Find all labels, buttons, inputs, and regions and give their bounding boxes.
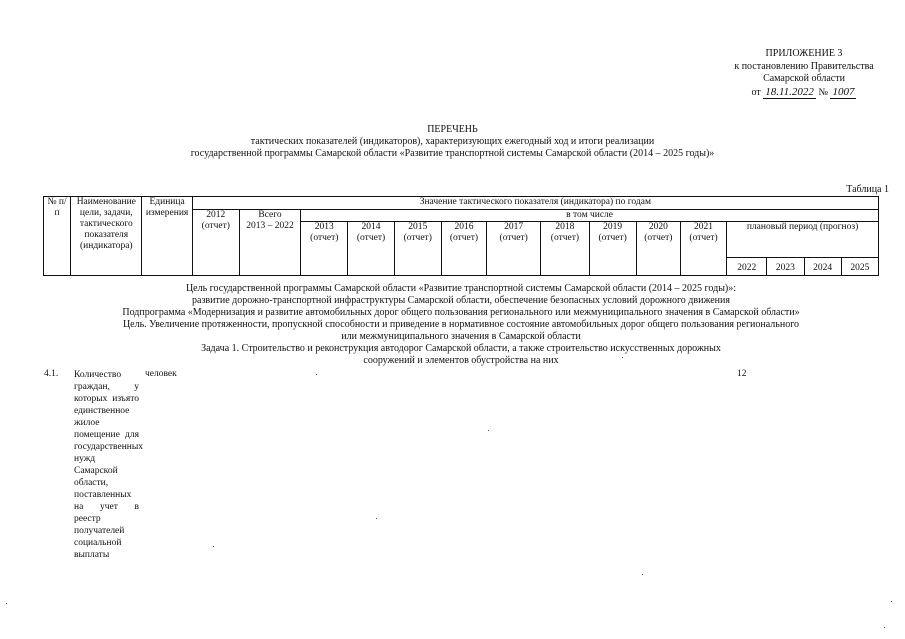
subprogram-title: Подпрограмма «Модернизация и развитие автомобильных дорог общего пользования регионального или межмуниципального значения в Самарской области» [122,307,800,318]
scan-speck [884,627,885,628]
goal-line-2: развитие дорожно-транспортной инфраструктуры Самарской области, обеспечение безопасных условий дорожного движения [192,295,730,306]
appendix-block [719,48,889,99]
date-prefix: от [751,86,761,98]
header-2019: 2019 (отчет) [589,222,636,276]
header-2023: 2023 [767,258,804,276]
scan-speck [642,574,643,575]
header-2021: 2021 (отчет) [680,222,726,276]
scan-speck [376,518,377,519]
header-unit: Единица измерения [142,197,192,276]
title-line-2: тактических показателей (индикаторов), характеризующих ежегодный ход и итоги реализации [250,136,655,147]
header-2022: 2022 [727,258,767,276]
header-total: Всего 2013 – 2022 [239,210,300,276]
handwritten-date: 18.11.2022 [765,85,814,98]
header-2020: 2020 (отчет) [636,222,680,276]
row-value: 12 [737,369,747,379]
header-2024: 2024 [804,258,841,276]
header-2013: 2013 (отчет) [301,222,348,276]
scan-speck [488,430,489,431]
table-label: Таблица 1 [846,184,889,195]
appendix-region: Самарской области [763,73,845,84]
title-heading: ПЕРЕЧЕНЬ [427,124,478,135]
subprogram-goal-line-1: Цель. Увеличение протяженности, пропускной способности и приведение в нормативное состояние автомобильных дорог общего пользования регионального [122,319,800,330]
document-title [0,124,905,160]
task-line-2: сооружений и элементов обустройства на них [363,355,559,366]
row-indicator-name: Количество граждан, у которых изъято единственное жилое помещение для государственных нужд Самарской области, поставленных на учет в реестр получателей социальной выплаты [74,370,144,560]
header-including: в том числе [301,210,879,222]
header-2012: 2012 (отчет) [192,210,239,276]
scan-speck [316,374,317,375]
number-prefix: № [818,86,828,98]
row-unit: человек [145,369,177,379]
header-2017: 2017 (отчет) [487,222,541,276]
title-line-3: государственной программы Самарской области «Развитие транспортной системы Самарской области (2014 – 2025 годы)» [190,148,715,159]
handwritten-number: 1007 [832,85,855,98]
header-2025: 2025 [841,258,878,276]
header-2014: 2014 (отчет) [348,222,394,276]
goal-line-1: Цель государственной программы Самарской области «Развитие транспортной системы Самарской области (2014 – 2025 годы)»: [185,283,737,294]
header-name: Наименование цели, задачи, тактического показателя (индикатора) [71,197,142,276]
goal-block [43,283,879,367]
header-num: № п/п [44,197,71,276]
subprogram-goal-line-2: или межмуниципального значения в Самарской области [341,331,581,342]
scan-speck [891,601,892,602]
scan-speck [6,603,7,604]
scan-speck [213,546,214,547]
scan-speck [622,357,623,358]
indicators-table-header [43,196,879,276]
header-2015: 2015 (отчет) [394,222,441,276]
header-2016: 2016 (отчет) [441,222,486,276]
task-line-1: Задача 1. Строительство и реконструкция автодорог Самарской области, а также строительство искусственных дорожных [201,343,721,354]
header-plan-period: плановый период (прогноз) [727,222,879,258]
row-number: 4.1. [44,369,59,379]
header-2018: 2018 (отчет) [541,222,589,276]
appendix-signature-line [752,86,857,100]
appendix-title: ПРИЛОЖЕНИЕ 3 [765,48,843,59]
header-values-group: Значение тактического показателя (индикатора) по годам [192,197,878,210]
appendix-subtitle: к постановлению Правительства [734,60,874,72]
